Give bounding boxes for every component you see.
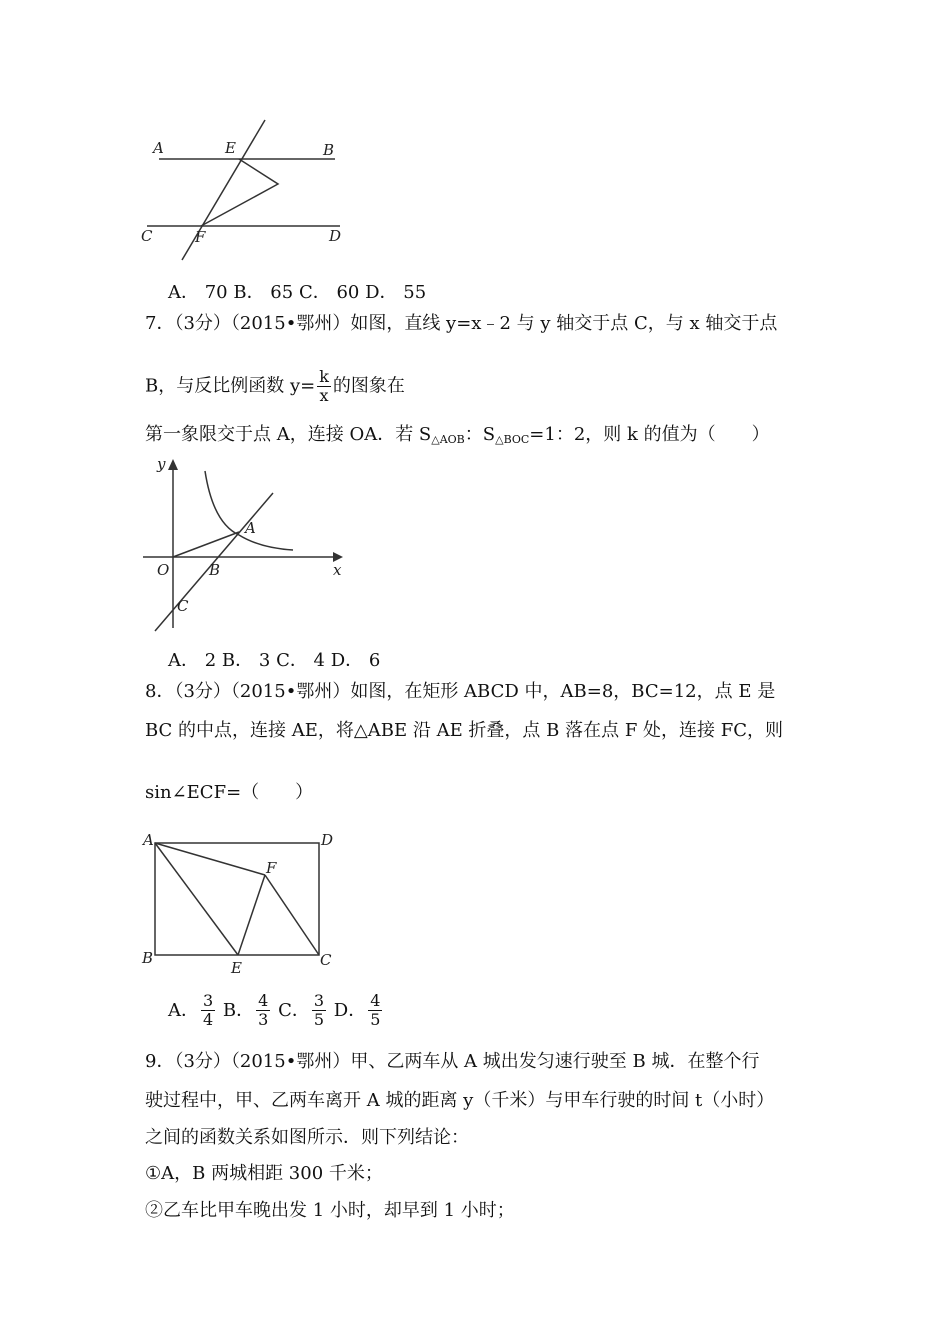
hyperbola (205, 471, 293, 550)
label-A: A (153, 139, 164, 157)
q9-line1: 9．（3分）（2015•鄂州）甲、乙两车从 A 城出发匀速行驶至 B 城．在整个行 (145, 1051, 760, 1072)
segment-fc (265, 875, 319, 955)
q7-figure (135, 453, 355, 633)
label-D: D (329, 227, 342, 245)
label-C: C (320, 951, 332, 969)
q6-option-d: D． 55 (365, 282, 427, 303)
label-A: A (143, 831, 154, 849)
q8-figure (138, 825, 348, 975)
q8-line1: 8．（3分）（2015•鄂州）如图，在矩形 ABCD 中，AB=8，BC=12，点 E 是 (145, 681, 776, 702)
y-axis-arrow (168, 459, 178, 470)
q7-line2: B，与反比例函数 y= $\frac{k}{x}$ 的图象在 (145, 367, 405, 405)
label-B: B (142, 949, 154, 967)
rectangle-abcd (155, 843, 319, 955)
label-C: C (177, 597, 189, 615)
q7-option-a: A． 2 (168, 650, 217, 671)
q8-option-b: B． $\frac{4}{3}$ (222, 991, 269, 1029)
q8-options (168, 992, 384, 1029)
q6-option-a: A． 70 (168, 282, 228, 303)
label-O: O (157, 561, 170, 579)
q9-item1: ①A，B 两城相距 300 千米； (145, 1163, 383, 1184)
q7-option-c: C． 4 (276, 650, 326, 671)
label-y: y (157, 455, 166, 473)
q8-line2: BC 的中点，连接 AE，将△ABE 沿 AE 折叠，点 B 落在点 F 处，连接 FC，则 (145, 720, 784, 741)
label-C: C (141, 227, 153, 245)
segment-ae (155, 843, 238, 955)
q6-option-c: C． 60 (298, 282, 360, 303)
q9-line2: 驶过程中，甲、乙两车离开 A 城的距离 y（千米）与甲车行驶的时间 t（小时） (145, 1090, 775, 1111)
q8-line3: sin∠ECF=（ ） (145, 782, 314, 803)
label-x: x (333, 561, 342, 579)
label-A: A (245, 519, 256, 537)
q7-option-b: B． 3 (221, 650, 271, 671)
q8-option-a: A． $\frac{3}{4}$ (168, 991, 214, 1029)
label-B: B (323, 141, 335, 159)
q7-line1: 7．（3分）（2015•鄂州）如图，直线 y=x﹣2 与 y 轴交于点 C，与 x 轴交于点 (145, 313, 778, 334)
q8-option-d: D． $\frac{4}{5}$ (333, 991, 381, 1029)
q7-line3: 第一象限交于点 A，连接 OA．若 $S_{\triangle AOB}$：$S_{\triangle BOC}=1$：2，则 k 的值为（ ） (145, 424, 770, 446)
q9-item2: ②乙车比甲车晚出发 1 小时，却早到 1 小时； (145, 1200, 515, 1221)
q8-option-c: C． $\frac{3}{5}$ (278, 991, 325, 1029)
q7-option-d: D． 6 (330, 650, 381, 671)
q7-fraction: $\frac{k}{x}$ (319, 367, 329, 405)
q9-line3: 之间的函数关系如图所示．则下列结论： (145, 1127, 469, 1148)
label-E: E (225, 139, 236, 157)
label-D: D (321, 831, 334, 849)
label-F: F (266, 859, 277, 877)
q6-option-b: B． 65 (233, 282, 294, 303)
label-E: E (231, 959, 242, 975)
label-F: F (195, 228, 206, 246)
bent-segment (201, 159, 278, 226)
q6-figure (135, 115, 355, 265)
label-B: B (209, 561, 221, 579)
segment-af (155, 843, 265, 875)
q6-options (168, 278, 426, 304)
segment-fe (238, 875, 265, 955)
q7-options (168, 646, 380, 672)
